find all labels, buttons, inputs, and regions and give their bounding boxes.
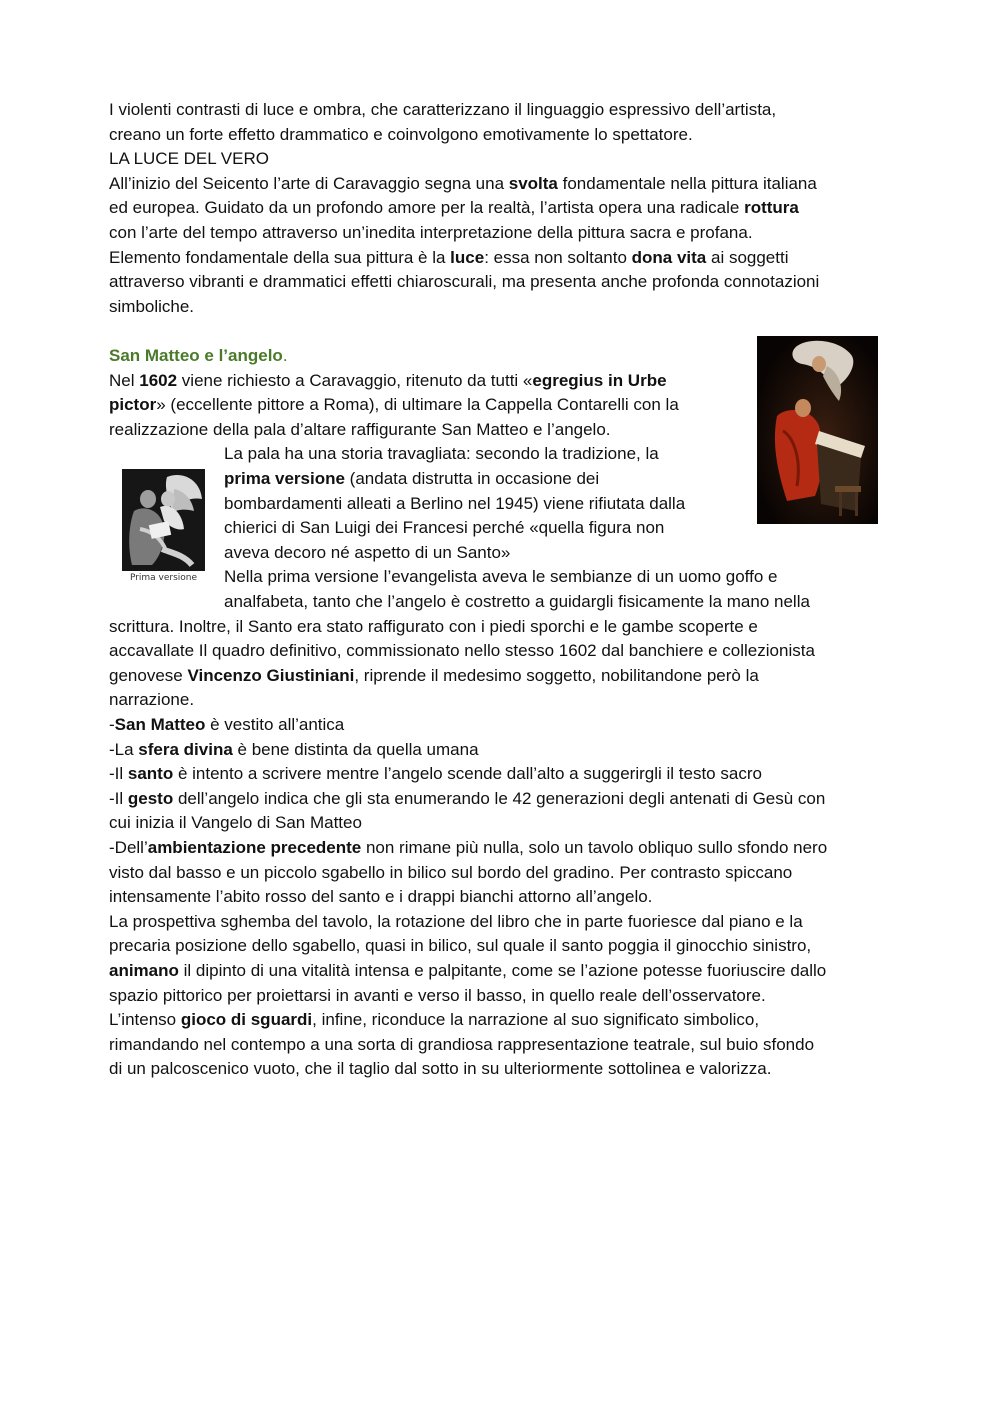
bold-span: animano bbox=[109, 961, 179, 980]
bold-span: egregius in Urbe bbox=[532, 370, 667, 390]
text-line bbox=[109, 959, 826, 984]
text-span: precaria posizione dello sgabello, quasi in bilico, sul quale il santo poggia il ginocchio sinistro, bbox=[109, 936, 812, 956]
text-line bbox=[109, 811, 362, 836]
text-span: genovese bbox=[109, 665, 188, 685]
text-line bbox=[109, 98, 776, 123]
text-span: I violenti contrasti di luce e ombra, che caratterizzano il linguaggio espressivo dell’artista, bbox=[109, 100, 777, 119]
text-line bbox=[109, 172, 817, 197]
painting-final-drawing bbox=[757, 336, 878, 524]
text-line bbox=[109, 196, 799, 221]
text-span: : essa non soltanto bbox=[484, 247, 632, 267]
text-span: (andata distrutta in occasione dei bbox=[344, 469, 600, 488]
text-line bbox=[109, 688, 194, 713]
text-span: ed europea. Guidato da un profondo amore per la realtà, l’artista opera una radicale bbox=[109, 198, 745, 218]
text-line bbox=[109, 270, 819, 295]
section-title-text: LA LUCE DEL VERO bbox=[109, 149, 269, 169]
bold-span: gesto bbox=[127, 788, 174, 808]
text-span: accavallate Il quadro definitivo, commissionato nello stesso 1602 dal banchiere e collezionista bbox=[109, 641, 815, 661]
text-span: il dipinto di una vitalità intensa e palpitante, come se l’azione potesse fuoriuscire dallo bbox=[178, 961, 827, 980]
list-item bbox=[109, 836, 827, 861]
bold-span: ambientazione precedente bbox=[147, 838, 362, 857]
list-item bbox=[109, 762, 762, 787]
text-span: La prospettiva sghemba del tavolo, la rotazione del libro che in parte fuoriesce dal piano e la bbox=[109, 911, 803, 931]
text-span: aveva decoro né aspetto di un Santo» bbox=[224, 542, 511, 562]
text-span: bombardamenti alleati a Berlino nel 1945) viene rifiutata dalla bbox=[224, 493, 686, 513]
text-span: con l’arte del tempo attraverso un’inedita interpretazione della pittura sacra e profana. bbox=[109, 223, 753, 242]
text-line bbox=[109, 934, 811, 959]
text-line bbox=[109, 984, 766, 1009]
text-span: -La bbox=[109, 739, 139, 759]
text-span: -Il bbox=[109, 788, 128, 808]
list-item bbox=[109, 787, 825, 812]
text-line bbox=[109, 1057, 771, 1082]
text-line bbox=[109, 1008, 759, 1033]
subheading-text: San Matteo e l’angelo bbox=[109, 346, 283, 365]
bold-span: sfera divina bbox=[138, 739, 233, 759]
bold-span: gioco di sguardi bbox=[180, 1010, 313, 1030]
bold-span: Vincenzo Giustiniani bbox=[187, 665, 355, 685]
bold-span: svolta bbox=[508, 173, 558, 193]
text-line bbox=[224, 541, 510, 566]
text-span: L’intenso bbox=[109, 1010, 181, 1030]
text-span: creano un forte effetto drammatico e coinvolgono emotivamente lo spettatore. bbox=[109, 124, 693, 144]
text-line bbox=[109, 664, 759, 689]
text-span: Elemento fondamentale della sua pittura è la bbox=[109, 247, 451, 267]
bold-span: luce bbox=[450, 247, 485, 267]
text-span: viene richiesto a Caravaggio, ritenuto da tutti « bbox=[177, 370, 533, 390]
text-span: chierici di San Luigi dei Francesi perché «quella figura non bbox=[224, 518, 665, 538]
bold-span: San Matteo bbox=[114, 715, 206, 734]
text-line bbox=[109, 246, 789, 271]
text-line bbox=[109, 1033, 814, 1058]
text-line bbox=[109, 295, 194, 320]
text-span: visto dal basso e un piccolo sgabello in bilico sul bordo del gradino. Per contrasto spiccano bbox=[109, 862, 793, 882]
list-item bbox=[109, 738, 479, 763]
text-span: Nel bbox=[109, 370, 140, 390]
text-span: spazio pittorico per proiettarsi in avanti e verso il basso, in quello reale dell’osservatore. bbox=[109, 985, 766, 1005]
text-span: realizzazione della pala d’altare raffigurante San Matteo e l’angelo. bbox=[109, 419, 611, 439]
text-line bbox=[109, 861, 792, 886]
text-span: scrittura. Inoltre, il Santo era stato raffigurato con i piedi sporchi e le gambe scoperte e bbox=[109, 616, 758, 636]
text-span: è vestito all’antica bbox=[205, 715, 345, 734]
text-span: è bene distinta da quella umana bbox=[232, 739, 479, 759]
bold-span: pictor bbox=[109, 395, 157, 415]
text-line bbox=[109, 418, 611, 443]
painting-first-drawing bbox=[122, 469, 205, 571]
bold-span: santo bbox=[127, 764, 174, 784]
text-line bbox=[109, 885, 652, 910]
section-title bbox=[109, 147, 269, 172]
text-span: , infine, riconduce la narrazione al suo significato simbolico, bbox=[312, 1010, 760, 1030]
text-line bbox=[224, 516, 664, 541]
text-span: analfabeta, tanto che l’angelo è costretto a guidargli fisicamente la mano nella bbox=[224, 592, 810, 611]
text-span: non rimane più nulla, solo un tavolo obliquo sullo sfondo nero bbox=[361, 838, 828, 857]
text-span: narrazione. bbox=[109, 690, 195, 710]
text-span: attraverso vibranti e drammatici effetti chiaroscurali, ma presenta anche profonda connotazioni bbox=[109, 272, 820, 292]
bold-span: 1602 bbox=[139, 370, 178, 390]
text-span: La pala ha una storia travagliata: secondo la tradizione, la bbox=[224, 444, 659, 464]
text-line bbox=[109, 393, 679, 418]
text-span: , riprende il medesimo soggetto, nobilitandone però la bbox=[354, 665, 759, 685]
text-span: Nella prima versione l’evangelista aveva le sembianze di un uomo goffo e bbox=[224, 567, 778, 587]
text-span: simboliche. bbox=[109, 296, 195, 316]
text-line bbox=[224, 467, 599, 492]
text-line bbox=[224, 442, 659, 467]
text-line bbox=[109, 615, 758, 640]
text-line bbox=[109, 221, 753, 246]
text-span: intensamente l’abito rosso del santo e i drappi bianchi attorno all’angelo. bbox=[109, 887, 653, 907]
bold-span: prima versione bbox=[224, 469, 345, 488]
subheading-dot: . bbox=[282, 346, 288, 365]
text-span: » (eccellente pittore a Roma), di ultimare la Cappella Contarelli con la bbox=[156, 395, 679, 415]
text-span: ai soggetti bbox=[706, 247, 789, 267]
text-span: dell’angelo indica che gli sta enumerando le 42 generazioni degli antenati di Gesù con bbox=[173, 788, 826, 808]
painting-image-final bbox=[757, 336, 878, 524]
text-line bbox=[109, 910, 803, 935]
text-span: cui inizia il Vangelo di San Matteo bbox=[109, 813, 362, 833]
text-span: -Il bbox=[109, 764, 128, 784]
text-line bbox=[224, 565, 777, 590]
image-caption: Prima versione bbox=[129, 573, 198, 583]
subheading bbox=[109, 344, 288, 369]
text-span: -Dell’ bbox=[109, 838, 148, 857]
text-line bbox=[109, 369, 667, 394]
text-span: è intento a scrivere mentre l’angelo scende dall’alto a suggerirgli il testo sacro bbox=[173, 764, 762, 784]
text-span: fondamentale nella pittura italiana bbox=[557, 173, 817, 193]
text-span: All’inizio del Seicento l’arte di Caravaggio segna una bbox=[109, 173, 509, 193]
bold-span: dona vita bbox=[631, 247, 707, 267]
list-item bbox=[109, 713, 344, 738]
painting-image-first-version bbox=[122, 469, 205, 571]
text-span: di un palcoscenico vuoto, che il taglio dal sotto in su ulteriormente sottolinea e valorizza. bbox=[109, 1059, 772, 1079]
text-span: - bbox=[109, 715, 115, 734]
text-line bbox=[224, 492, 685, 517]
text-line bbox=[224, 590, 810, 615]
text-line bbox=[109, 639, 815, 664]
text-span: rimandando nel contempo a una sorta di grandiosa rappresentazione teatrale, sul buio sfondo bbox=[109, 1034, 815, 1054]
text-line bbox=[109, 123, 693, 148]
bold-span: rottura bbox=[744, 198, 799, 218]
